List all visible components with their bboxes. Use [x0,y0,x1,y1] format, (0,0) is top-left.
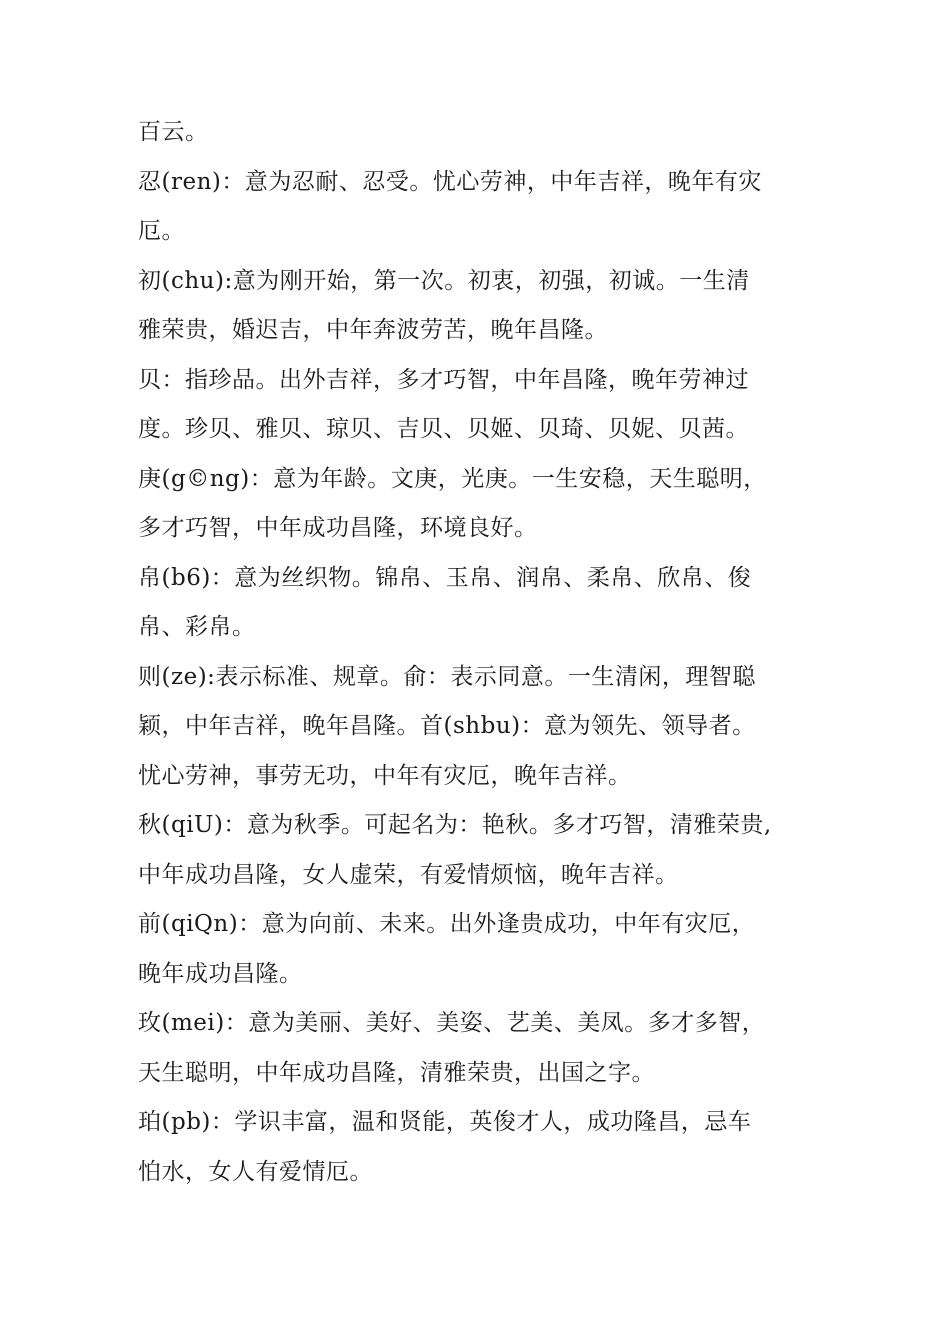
text-line: 颖，中年吉祥，晚年昌隆。首(shbu)：意为领先、领导者。 [138,713,756,739]
text-line: 初(chu):意为刚开始，第一次。初衷，初强，初诚。一生清 [138,267,750,294]
text-line: 则(ze):表示标准、规章。俞：表示同意。一生清闲，理智聪 [138,663,756,690]
text-line: 庚(g©ng)：意为年龄。文庚，光庚。一生安稳，天生聪明， [138,465,767,492]
text-line: 怕水，女人有爱情厄。 [138,1158,373,1185]
text-line: 雅荣贵，婚迟吉，中年奔波劳苦，晚年昌隆。 [138,317,608,343]
text-line: 贝：指珍品。出外吉祥，多才巧智，中年昌隆，晚年劳神过 [138,366,749,393]
text-line: 玫(mei)：意为美丽、美好、美姿、艺美、美凤。多才多智， [138,1010,766,1036]
text-line: 度。珍贝、雅贝、琼贝、吉贝、贝姬、贝琦、贝妮、贝茜。 [138,416,749,442]
text-line: 珀(pb)：学识丰富，温和贤能，英俊才人，成功隆昌，忌车 [138,1109,752,1135]
text-line: 秋(qiU)：意为秋季。可起名为：艳秋。多才巧智，清雅荣贵, [138,812,772,838]
text-line: 忍(ren)：意为忍耐、忍受。忧心劳神，中年吉祥，晚年有灾 [138,168,762,195]
text-line: 多才巧智，中年成功昌隆，环境良好。 [138,515,538,541]
text-line: 天生聪明，中年成功昌隆，清雅荣贵，出国之字。 [138,1059,655,1086]
document-body [138,108,828,1197]
text-line: 前(qiQn)：意为向前、未来。出外逢贵成功，中年有灾厄， [138,911,756,937]
text-line: 帛(b6)：意为丝织物。锦帛、玉帛、润帛、柔帛、欣帛、俊 [138,564,752,591]
text-line: 忧心劳神，事劳无功，中年有灾厄，晚年吉祥。 [138,762,632,789]
text-line: 中年成功昌隆，女人虚荣，有爱情烦恼，晚年吉祥。 [138,861,679,888]
text-line: 帛、彩帛。 [138,614,256,640]
text-line: 厄。 [138,218,185,244]
text-line: 百云。 [138,119,209,145]
text-line: 晚年成功昌隆。 [138,960,303,987]
